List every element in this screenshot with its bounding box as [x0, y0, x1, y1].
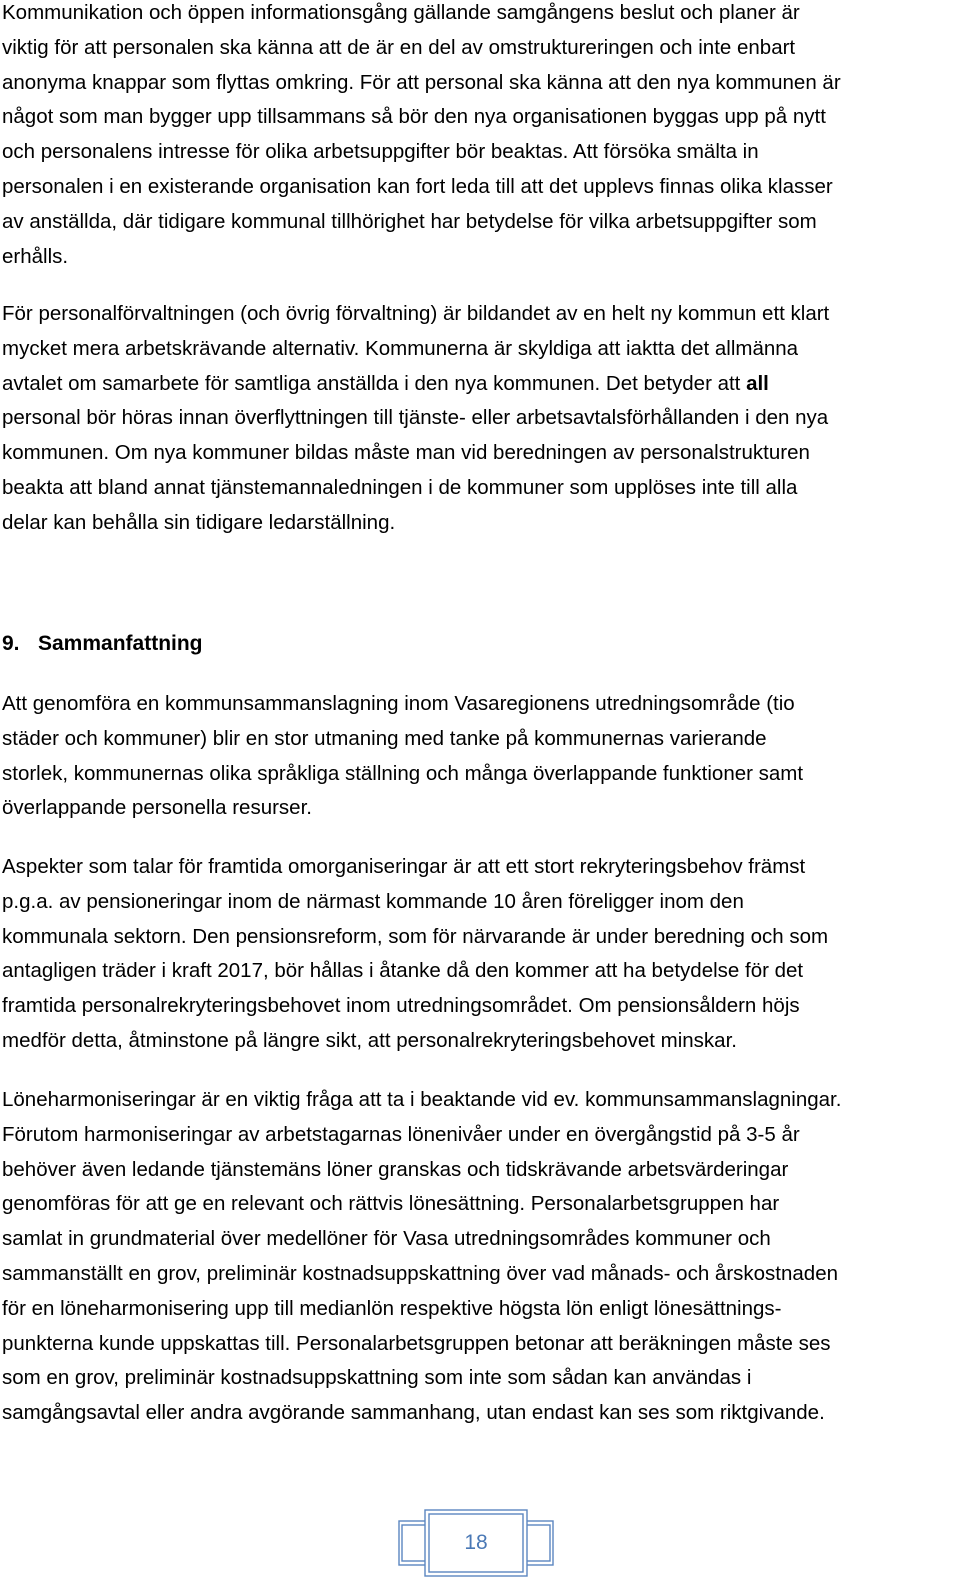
text-line: och personalens intresse för olika arbetsuppgifter bör beaktas. Att försöka smälta in [2, 140, 759, 164]
text-line: personalen i en existerande organisation kan fort leda till att det upplevs finnas olika klasser [2, 174, 833, 198]
page-number: 18 [464, 1531, 488, 1554]
text-line: delar kan behålla sin tidigare ledarställning. [2, 510, 396, 534]
text-line: samgångsavtal eller andra avgörande sammanhang, utan endast kan ses som riktgivande. [2, 1401, 825, 1425]
text-line [2, 367, 952, 402]
text-line: Aspekter som talar för framtida omorganiseringar är att ett stort rekryteringsbehov främst [2, 855, 806, 878]
section-heading [2, 626, 203, 662]
text-line: Löneharmoniseringar är en viktig fråga att ta i beaktande vid ev. kommunsammanslagningar. [2, 1088, 842, 1111]
text-line: p.g.a. av pensioneringar inom de närmast kommande 10 åren föreligger inom den [2, 889, 744, 913]
text-line-start: avtalet om samarbete för samtliga anställda i den nya kommunen. Det betyder att [2, 371, 747, 395]
text-line: något som man bygger upp tillsammans så bör den nya organisationen byggas upp på nytt [2, 105, 826, 129]
text-line: punkterna kunde uppskattas till. Personalarbetsgruppen betonar att beräkningen måste ses [2, 1331, 831, 1355]
text-line: för en löneharmonisering upp till medianlön respektive högsta lön enligt lönesättnings- [2, 1296, 782, 1320]
paragraph-summary-intro [2, 687, 952, 826]
bold-emphasis: all [746, 371, 769, 395]
section-title: Sammanfattning [38, 632, 203, 655]
text-line: genomföras för att ge en relevant och rättvis lönesättning. Personalarbetsgruppen har [2, 1192, 780, 1216]
paragraph-communication [2, 0, 952, 274]
paragraph-salary-harmonization [2, 1083, 952, 1431]
text-line: Kommunikation och öppen informationsgång gällande samgångens beslut och planer är [2, 1, 800, 24]
text-line: sammanställt en grov, preliminär kostnadsuppskattning över vad månads- och årskostnaden [2, 1261, 838, 1285]
text-line: storlek, kommunernas olika språkliga ställning och många överlappande funktioner samt [2, 761, 804, 785]
text-line: anonyma knappar som flyttas omkring. För att personal ska känna att den nya kommunen är [2, 70, 841, 94]
text-line: som en grov, preliminär kostnadsuppskattning som inte som sådan kan användas i [2, 1366, 752, 1390]
text-line: samlat in grundmaterial över medellöner för Vasa utredningsområdes kommuner och [2, 1227, 771, 1251]
paragraph-personnel-administration [2, 297, 952, 541]
text-line: överlappande personella resurser. [2, 796, 312, 820]
text-line: mycket mera arbetskrävande alternativ. Kommunerna är skyldiga att iaktta det allmänna [2, 336, 799, 360]
text-line: erhålls. [2, 244, 69, 268]
text-line: behöver även ledande tjänstemäns löner granskas och tidskrävande arbetsvärderingar [2, 1157, 789, 1181]
text-line: kommunen. Om nya kommuner bildas måste man vid beredningen av personalstrukturen [2, 441, 810, 465]
text-line: av anställda, där tidigare kommunal tillhörighet har betydelse för vilka arbetsuppgifter som [2, 209, 817, 233]
text-line: För personalförvaltningen (och övrig förvaltning) är bildandet av en helt ny kommun ett klart [2, 302, 830, 325]
text-line: beakta att bland annat tjänstemannaledningen i de kommuner som upplöses inte till alla [2, 475, 798, 499]
text-line: Förutom harmoniseringar av arbetstagarnas lönenivåer under en övergångstid på 3-5 år [2, 1122, 800, 1146]
text-line: viktig för att personalen ska känna att de är en del av omstruktureringen och inte enbart [2, 35, 796, 59]
section-number: 9. [2, 632, 20, 655]
text-line: medför detta, åtminstone på längre sikt, att personalrekryteringsbehovet minskar. [2, 1028, 737, 1052]
text-line: antagligen träder i kraft 2017, bör hållas i åtanke då den kommer att ha betydelse för det [2, 959, 804, 983]
text-line: personal bör höras innan överflyttningen till tjänste- eller arbetsavtalsförhållanden i den nya [2, 406, 829, 430]
text-line: städer och kommuner) blir en stor utmaning med tanke på kommunernas varierande [2, 726, 767, 750]
page-number-box [398, 1507, 554, 1579]
paragraph-recruitment [2, 850, 952, 1059]
text-line: kommunala sektorn. Den pensionsreform, som för närvarande är under beredning och som [2, 924, 829, 948]
text-line: framtida personalrekryteringsbehovet inom utredningsområdet. Om pensionsåldern höjs [2, 994, 800, 1018]
text-line: Att genomföra en kommunsammanslagning inom Vasaregionens utredningsområde (tio [2, 692, 795, 715]
